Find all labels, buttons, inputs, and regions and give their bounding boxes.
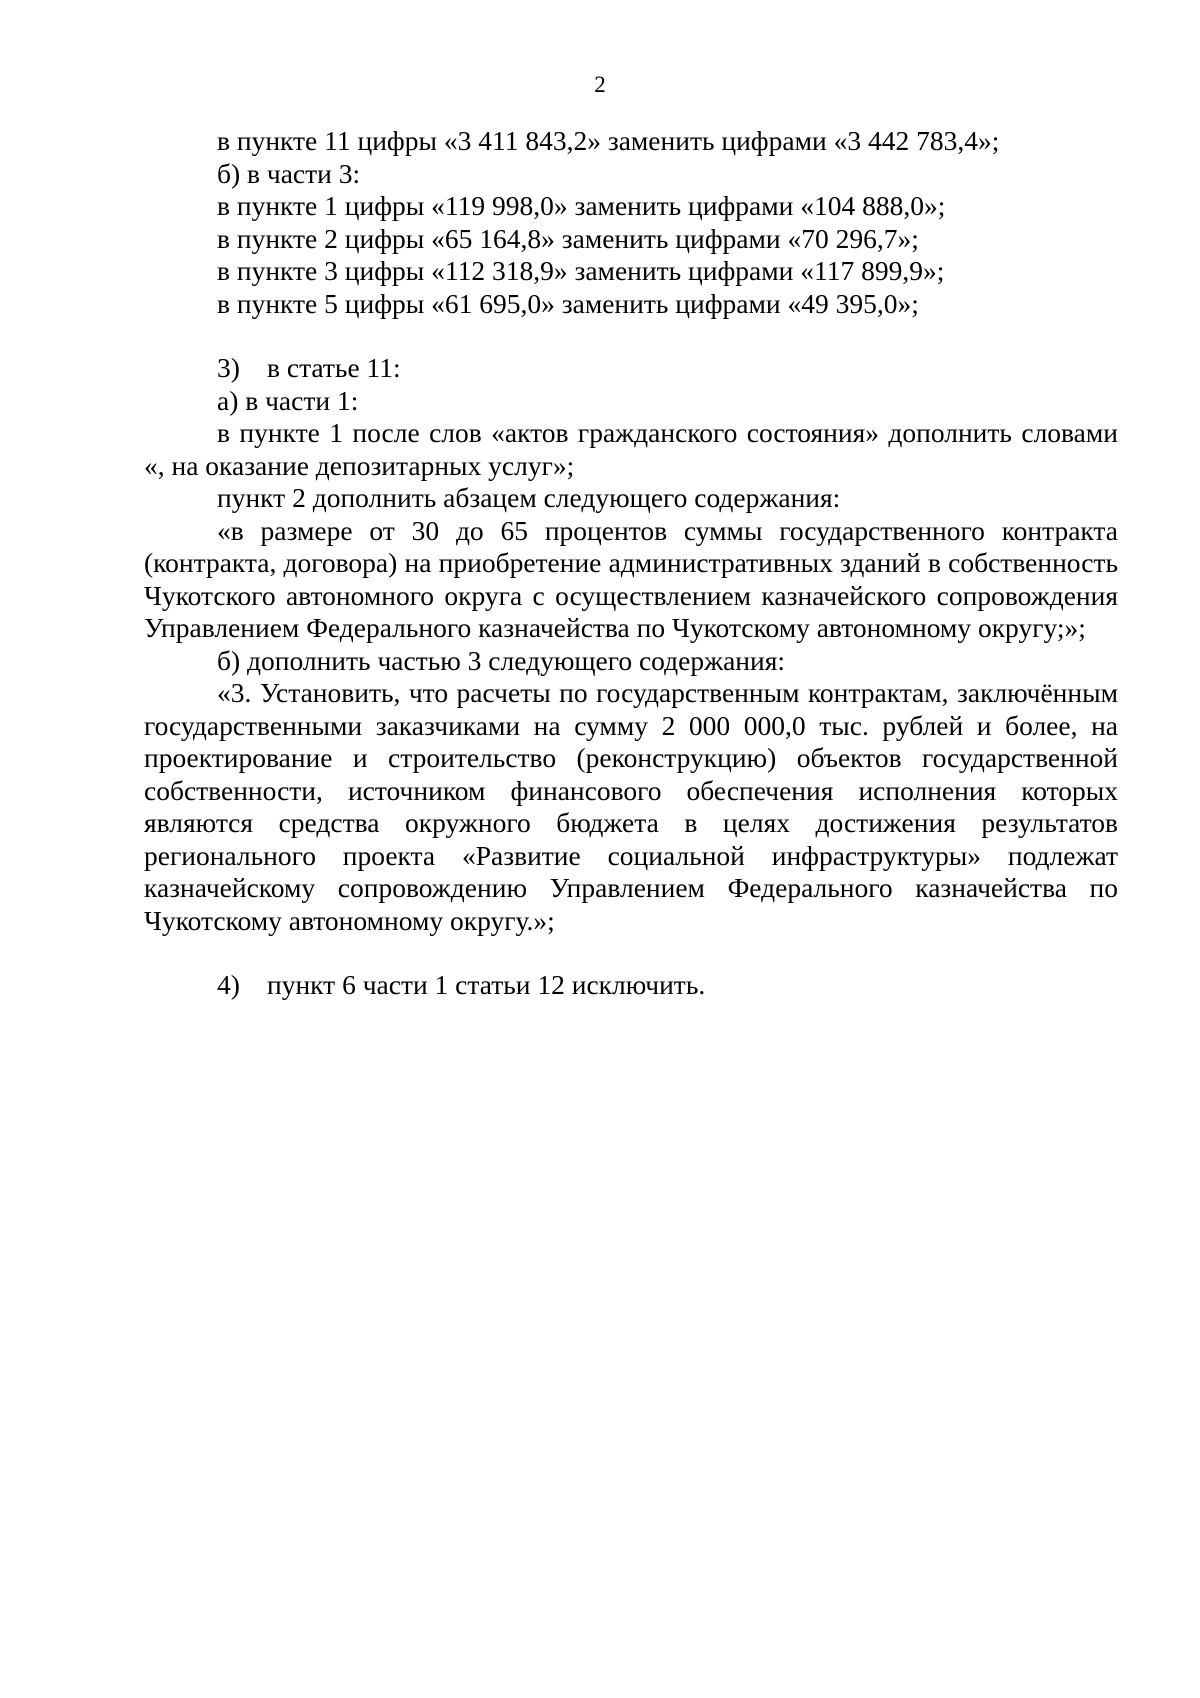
page-number: 2 xyxy=(594,72,606,97)
paragraph-item-2: в пункте 2 цифры «65 164,8» заменить цифрами «70 296,7»; xyxy=(217,222,919,254)
paragraph-item-1: в пункте 1 цифры «119 998,0» заменить цифрами «104 888,0»; xyxy=(217,190,946,221)
paragraph-part-3-addition: б) дополнить частью 3 следующего содержания: xyxy=(217,644,786,676)
paragraph-item-11: в пункте 11 цифры «3 411 843,2» заменить цифрами «3 442 783,4»; xyxy=(217,125,1000,156)
list-text: пункт 6 части 1 статьи 12 исключить. xyxy=(267,969,706,1000)
paragraph-treasury-support: «3. Установить, что расчеты по государственным контрактам, заключённым государственными заказчиками на сумму 2 000 000,0 тыс. рублей и более, на проектирование и строительство (реконструкцию) объектов государственной собственности, источником финансового обеспечения исполнения которых являются средства окружного бюджета в целях достижения результатов регионального проекта «Развитие социальной инфраструктуры» подлежат казначейскому сопровождению Управлением Федерального казначейства по Чукотскому автономному округу.»; xyxy=(144,677,1118,936)
paragraph-article-12 xyxy=(144,969,1118,1002)
paragraph-part-1-heading: а) в части 1: xyxy=(217,384,359,416)
paragraph-spacer xyxy=(144,937,1118,969)
paragraph-item-3: в пункте 3 цифры «112 318,9» заменить цифрами «117 899,9»; xyxy=(217,255,945,286)
list-number: 3) xyxy=(217,352,240,383)
paragraph-item-2-addition: пункт 2 дополнить абзацем следующего содержания: xyxy=(217,482,841,513)
paragraph-spacer xyxy=(144,320,1118,352)
list-number: 4) xyxy=(217,969,240,1000)
document-body xyxy=(144,125,1118,1002)
paragraph-part-3-heading: б) в части 3: xyxy=(217,157,361,189)
paragraph-article-11 xyxy=(144,352,1118,385)
list-text: в статье 11: xyxy=(267,352,401,383)
paragraph-depository-services: в пункте 1 после слов «актов гражданского состояния» дополнить словами «, на оказание депозитарных услуг»; xyxy=(144,417,1118,481)
paragraph-item-5: в пункте 5 цифры «61 695,0» заменить цифрами «49 395,0»; xyxy=(217,287,919,319)
paragraph-advance-payment: «в размере от 30 до 65 процентов суммы государственного контракта (контракта, договора) на приобретение административных зданий в собственность Чукотского автономного округа с осуществлением казначейского сопровождения Управлением Федерального казначейства по Чукотскому автономному округу;»; xyxy=(144,514,1118,643)
